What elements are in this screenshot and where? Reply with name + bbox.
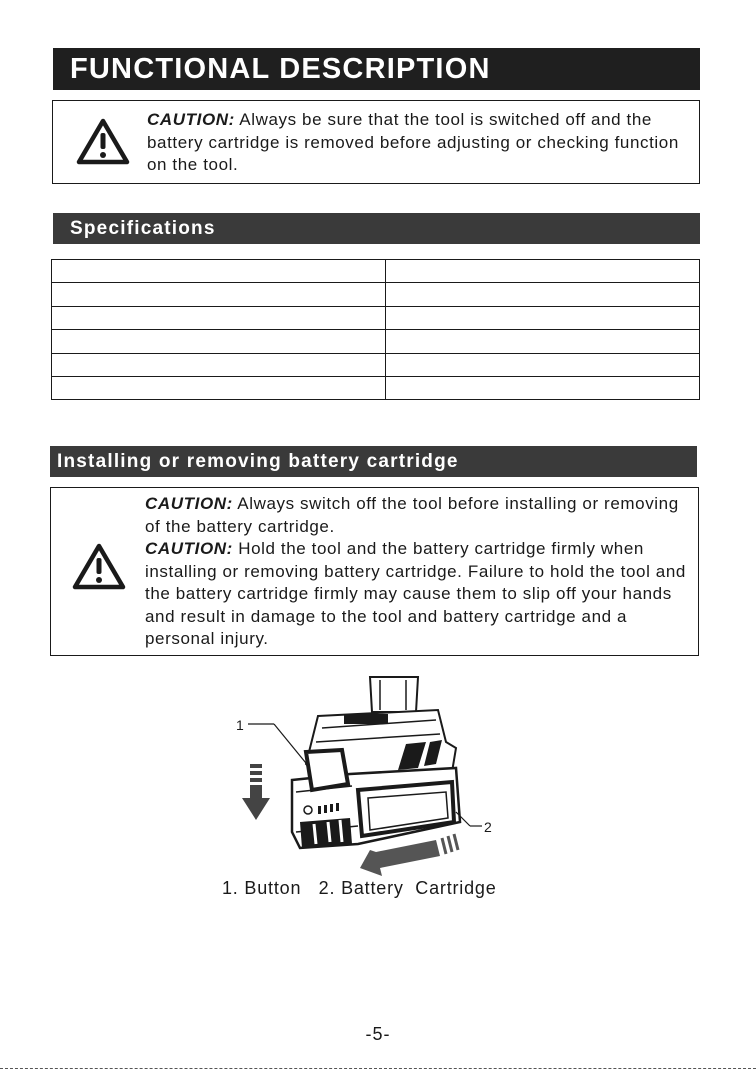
callout-2: 2	[484, 819, 492, 835]
spec-value-cell	[386, 260, 700, 283]
spec-value-cell	[386, 353, 700, 376]
caution-message: Always switch off the tool before installing or removing of the battery cartridge.	[145, 494, 679, 536]
section-title: FUNCTIONAL DESCRIPTION	[53, 48, 700, 90]
caution-box-general	[52, 100, 700, 184]
bottom-rule	[0, 1068, 756, 1069]
caution-label: CAUTION:	[145, 539, 233, 558]
figure-caption: 1. Button 2. Battery Cartridge	[222, 878, 497, 898]
spec-label-cell	[52, 260, 386, 283]
callout-1: 1	[236, 717, 244, 733]
spec-label-cell	[52, 330, 386, 353]
specifications-heading: Specifications	[53, 213, 700, 244]
caution-box-battery	[50, 487, 699, 656]
battery-install-heading: Installing or removing battery cartridge	[50, 446, 697, 477]
spec-value-cell	[386, 330, 700, 353]
spec-value-cell	[386, 306, 700, 329]
caution-text	[147, 109, 692, 177]
spec-value-cell	[386, 283, 700, 306]
spec-label-cell	[52, 306, 386, 329]
spec-label-cell	[52, 376, 386, 399]
table-row	[52, 330, 700, 353]
caution-text	[145, 493, 695, 651]
caution-label: CAUTION:	[145, 494, 233, 513]
spec-label-cell	[52, 283, 386, 306]
caution-message: Always be sure that the tool is switched off and the battery cartridge is removed before adjusting or checking function on the tool.	[147, 110, 679, 174]
specifications-table	[51, 259, 700, 400]
caution-label: CAUTION:	[147, 110, 235, 129]
spec-value-cell	[386, 376, 700, 399]
caution-message: Hold the tool and the battery cartridge firmly when installing or removing battery cartridge. Failure to hold the tool and the battery cartridge firmly may cause them to slip off your hands and result in damage to the tool and battery cartridge and a personal injury.	[145, 539, 686, 648]
table-row	[52, 353, 700, 376]
table-row	[52, 260, 700, 283]
table-row	[52, 376, 700, 399]
battery-install-illustration	[230, 672, 520, 882]
warning-triangle-icon	[75, 117, 131, 167]
table-row	[52, 283, 700, 306]
page-number: -5-	[365, 1024, 391, 1044]
spec-label-cell	[52, 353, 386, 376]
table-row	[52, 306, 700, 329]
warning-triangle-icon	[71, 542, 127, 592]
